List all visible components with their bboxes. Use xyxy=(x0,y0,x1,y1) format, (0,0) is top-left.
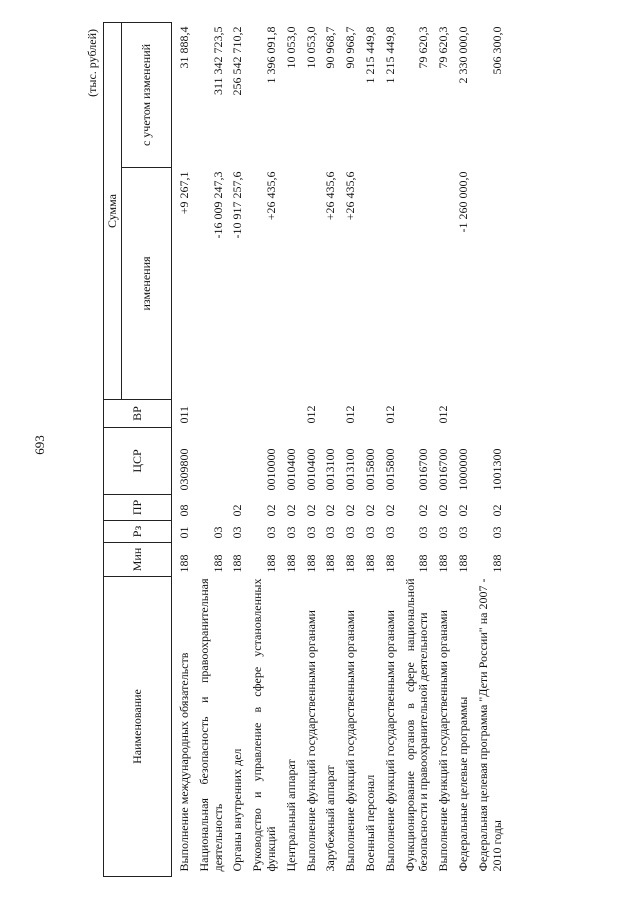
table-row xyxy=(381,22,401,876)
cell-name: Выполнение функций государственными органами xyxy=(382,610,397,872)
table-row xyxy=(321,22,341,876)
cell-rz: 01 xyxy=(177,526,191,539)
cell-change xyxy=(474,168,508,400)
table-header xyxy=(104,22,172,876)
cell-name: Национальная безопасность и правоохранительная деятельность xyxy=(196,578,225,872)
cell-min: 188 xyxy=(230,554,245,573)
cell-name: Зарубежный аппарат xyxy=(323,765,338,872)
cell-change xyxy=(381,168,401,400)
cell-total: 31 888,4 xyxy=(177,26,191,69)
cell-csr: 0013100 xyxy=(343,448,358,491)
cell-vr xyxy=(474,400,508,428)
cell-rz: 03 xyxy=(230,526,245,539)
cell-name: Федеральные целевые программы xyxy=(455,696,470,872)
budget-table xyxy=(103,22,507,877)
cell-pr: 02 xyxy=(416,504,431,517)
cell-min: 188 xyxy=(489,554,504,573)
cell-min: 188 xyxy=(283,554,298,573)
cell-change: -16 009 247,3 xyxy=(210,171,225,239)
cell-total: 90 968,7 xyxy=(323,26,338,69)
cell-pr: 02 xyxy=(489,504,504,517)
table-row xyxy=(248,22,282,876)
cell-csr: 0013100 xyxy=(323,448,338,491)
cell-name: Выполнение функций государственными органами xyxy=(303,610,318,872)
cell-vr xyxy=(361,400,381,428)
table-row xyxy=(195,22,229,876)
table-row xyxy=(474,22,508,876)
cell-change xyxy=(302,168,322,400)
header-name: Наименование xyxy=(104,577,172,877)
cell-rz: 03 xyxy=(455,526,470,539)
cell-vr: 012 xyxy=(303,405,318,424)
cell-change xyxy=(434,168,454,400)
header-min: Мин xyxy=(104,543,172,577)
cell-vr xyxy=(228,400,248,428)
cell-total: 1 215 449,8 xyxy=(382,26,397,84)
cell-csr: 0015800 xyxy=(362,448,377,491)
cell-csr: 0015800 xyxy=(382,448,397,491)
table-body xyxy=(172,22,508,876)
cell-total: 10 053,0 xyxy=(283,26,298,69)
cell-name: Военный персонал xyxy=(362,774,377,872)
cell-min: 188 xyxy=(303,554,318,573)
table-row xyxy=(228,22,248,876)
cell-total: 311 342 723,5 xyxy=(210,26,225,96)
cell-total: 2 330 000,0 xyxy=(455,26,470,84)
table-row xyxy=(434,22,454,876)
cell-pr: 02 xyxy=(323,504,338,517)
page-number: 693 xyxy=(32,435,47,455)
cell-name: Функционирование органов в сфере национальной безопасности и правоохранительной деятельности xyxy=(402,578,431,872)
cell-pr: 02 xyxy=(436,504,451,517)
header-sum: Сумма xyxy=(104,22,122,399)
cell-vr xyxy=(454,400,474,428)
cell-rz: 03 xyxy=(303,526,318,539)
cell-pr: 02 xyxy=(263,504,278,517)
cell-pr: 02 xyxy=(455,504,470,517)
cell-pr: 02 xyxy=(343,504,358,517)
header-vr: ВР xyxy=(104,400,172,428)
cell-min: 188 xyxy=(323,554,338,573)
header-pr: ПР xyxy=(104,495,172,521)
rotated-page-content xyxy=(81,23,596,877)
cell-vr xyxy=(401,400,435,428)
cell-total: 256 542 710,2 xyxy=(230,26,245,96)
cell-csr: 0016700 xyxy=(436,448,451,491)
cell-vr: 012 xyxy=(343,405,358,424)
header-rz: Рз xyxy=(104,521,172,543)
cell-change: -1 260 000,0 xyxy=(455,171,470,233)
cell-vr xyxy=(248,400,282,428)
cell-min: 188 xyxy=(416,554,431,573)
cell-min: 188 xyxy=(455,554,470,573)
cell-vr xyxy=(282,400,302,428)
cell-min: 188 xyxy=(210,554,225,573)
cell-name: Центральный аппарат xyxy=(283,759,298,872)
cell-csr: 0016700 xyxy=(416,448,431,491)
cell-rz: 03 xyxy=(416,526,431,539)
cell-name: Выполнение функций государственными органами xyxy=(343,610,358,872)
cell-name: Руководство и управление в сфере установленных функций xyxy=(250,578,278,872)
cell-rz: 03 xyxy=(362,526,377,539)
cell-rz: 03 xyxy=(323,526,338,539)
table-row xyxy=(341,22,361,876)
cell-name: Органы внутренних дел xyxy=(230,748,245,872)
cell-total: 79 620,3 xyxy=(416,26,431,69)
cell-pr: 02 xyxy=(303,504,318,517)
table-row xyxy=(302,22,322,876)
cell-csr xyxy=(228,428,248,495)
cell-change xyxy=(282,168,302,400)
cell-pr: 02 xyxy=(283,504,298,517)
table-row xyxy=(172,22,195,876)
cell-min: 188 xyxy=(382,554,397,573)
cell-rz: 03 xyxy=(489,526,504,539)
cell-vr xyxy=(195,400,229,428)
cell-rz: 03 xyxy=(283,526,298,539)
cell-pr: 02 xyxy=(382,504,397,517)
cell-change: +26 435,6 xyxy=(263,171,278,221)
cell-min: 188 xyxy=(343,554,358,573)
table-row xyxy=(361,22,381,876)
table-row xyxy=(282,22,302,876)
cell-vr xyxy=(321,400,341,428)
header-with-changes: с учетом изменений xyxy=(122,22,172,167)
cell-total: 10 053,0 xyxy=(303,26,318,69)
cell-rz: 03 xyxy=(343,526,358,539)
cell-name: Выполнение функций государственными органами xyxy=(436,610,451,872)
cell-change: +9 267,1 xyxy=(177,171,191,215)
cell-name: Выполнение международных обязательств xyxy=(177,652,191,872)
cell-change: -10 917 257,6 xyxy=(230,171,245,239)
header-change: изменения xyxy=(122,168,172,400)
cell-rz: 03 xyxy=(263,526,278,539)
cell-name: Федеральная целевая программа "Дети России" на 2007 - 2010 годы xyxy=(475,578,504,872)
cell-vr: 011 xyxy=(177,405,191,424)
cell-rz: 03 xyxy=(382,526,397,539)
cell-min: 188 xyxy=(436,554,451,573)
cell-total: 1 215 449,8 xyxy=(362,26,377,84)
cell-csr: 0309800 xyxy=(177,448,191,491)
header-csr: ЦСР xyxy=(104,428,172,495)
cell-pr: 02 xyxy=(230,504,245,517)
cell-change xyxy=(361,168,381,400)
table-row xyxy=(401,22,435,876)
cell-change xyxy=(401,168,435,400)
cell-total: 90 968,7 xyxy=(343,26,358,69)
cell-csr: 1000000 xyxy=(455,448,470,491)
cell-rz: 03 xyxy=(210,526,225,539)
cell-total: 506 300,0 xyxy=(489,26,504,75)
cell-rz: 03 xyxy=(436,526,451,539)
cell-csr: 0010400 xyxy=(303,448,318,491)
table-row xyxy=(454,22,474,876)
cell-vr: 012 xyxy=(436,405,451,424)
cell-pr xyxy=(195,495,229,521)
cell-min: 188 xyxy=(177,554,191,573)
cell-change: +26 435,6 xyxy=(323,171,338,221)
cell-total: 1 396 091,8 xyxy=(263,26,278,84)
cell-change: +26 435,6 xyxy=(343,171,358,221)
cell-csr: 1001300 xyxy=(489,448,504,491)
cell-csr: 0010400 xyxy=(283,448,298,491)
units-note: (тыс. рублей) xyxy=(85,29,99,97)
cell-csr xyxy=(195,428,229,495)
cell-csr: 0010000 xyxy=(263,448,278,491)
cell-vr: 012 xyxy=(382,405,397,424)
cell-min: 188 xyxy=(263,554,278,573)
cell-pr: 02 xyxy=(362,504,377,517)
cell-pr: 08 xyxy=(177,504,191,517)
cell-total: 79 620,3 xyxy=(436,26,451,69)
cell-min: 188 xyxy=(362,554,377,573)
